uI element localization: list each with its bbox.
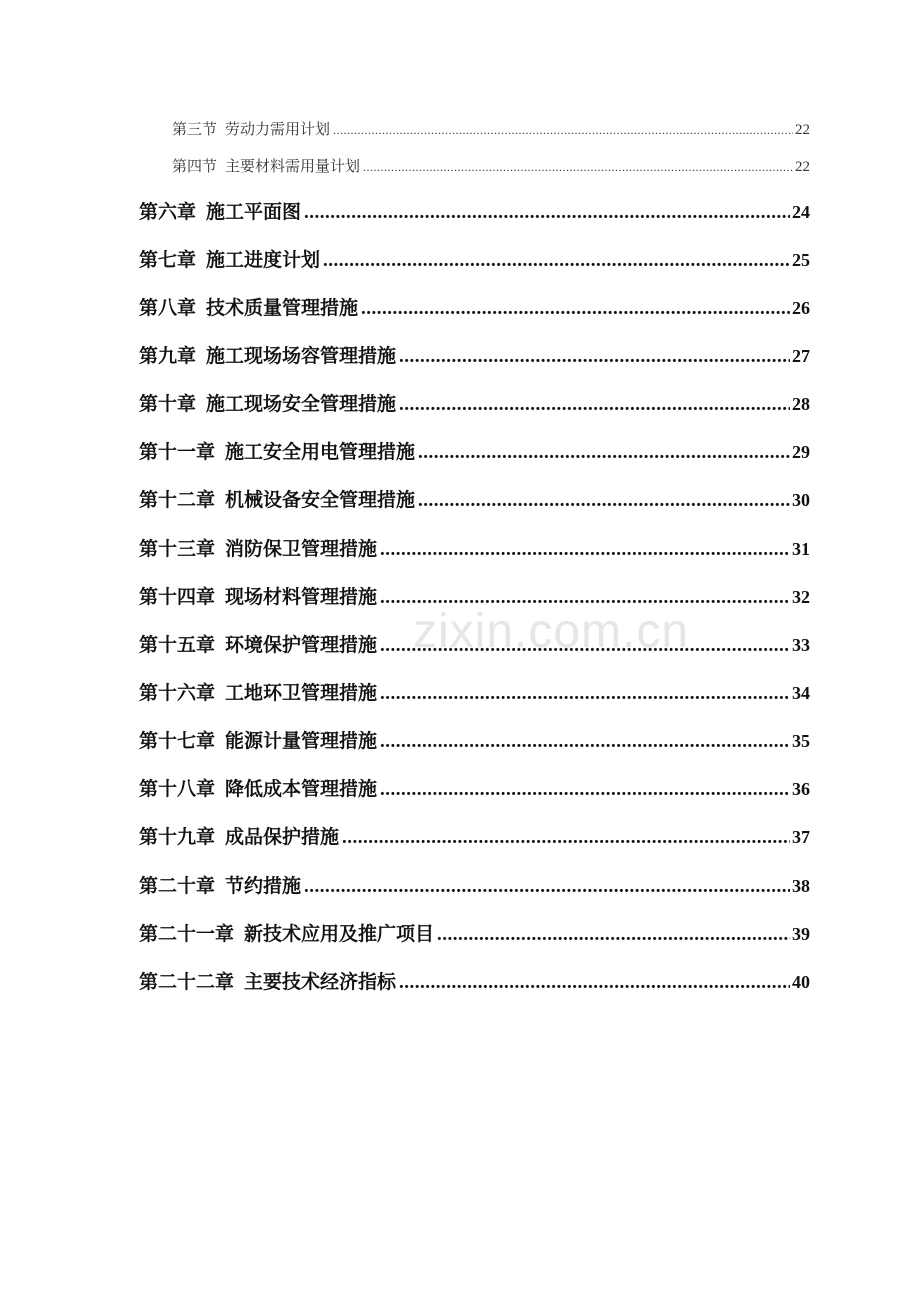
dot-leader bbox=[399, 346, 790, 368]
toc-entry-page: 29 bbox=[792, 442, 810, 462]
watermark: zixin.com.cn bbox=[413, 605, 690, 658]
toc-entry-page: 22 bbox=[795, 122, 810, 138]
dot-leader bbox=[380, 779, 790, 801]
toc-entry-title: 环境保护管理措施 bbox=[225, 634, 378, 656]
toc-entry-chapter-20[interactable] bbox=[139, 871, 810, 898]
toc-entry-number: 第十三章 bbox=[139, 538, 216, 560]
toc-entry-title: 工地环卫管理措施 bbox=[225, 682, 378, 704]
toc-entry-page: 28 bbox=[792, 394, 810, 414]
toc-entry-chapter-9[interactable] bbox=[139, 341, 810, 368]
toc-entry-page: 36 bbox=[792, 779, 810, 799]
dot-leader bbox=[361, 298, 790, 320]
toc-entry-title: 施工现场场容管理措施 bbox=[206, 345, 397, 367]
toc-entry-title: 技术质量管理措施 bbox=[206, 297, 359, 319]
toc-entry-number: 第二十一章 bbox=[139, 923, 235, 945]
toc-entry-number: 第十六章 bbox=[139, 682, 216, 704]
toc-entry-chapter-12[interactable] bbox=[139, 485, 810, 512]
toc-entry-chapter-11[interactable] bbox=[139, 437, 810, 464]
toc-entry-title: 能源计量管理措施 bbox=[225, 730, 378, 752]
dot-leader bbox=[380, 731, 790, 753]
toc-entry-number: 第十五章 bbox=[139, 634, 216, 656]
toc-entry-number: 第十四章 bbox=[139, 586, 216, 608]
dot-leader bbox=[323, 250, 790, 272]
toc-entry-chapter-18[interactable] bbox=[139, 774, 810, 801]
dot-leader bbox=[418, 490, 790, 512]
toc-entry-number: 第九章 bbox=[139, 345, 197, 367]
toc-entry-chapter-22[interactable] bbox=[139, 967, 810, 994]
toc-entry-title: 节约措施 bbox=[225, 875, 302, 897]
toc-entry-page: 40 bbox=[792, 972, 810, 992]
toc-entry-number: 第十八章 bbox=[139, 778, 216, 800]
toc-entry-title: 新技术应用及推广项目 bbox=[244, 923, 435, 945]
toc-entry-title: 主要技术经济指标 bbox=[244, 971, 397, 993]
toc-entry-page: 39 bbox=[792, 924, 810, 944]
toc-entry-number: 第十七章 bbox=[139, 730, 216, 752]
toc-entry-section-3[interactable] bbox=[172, 118, 810, 139]
toc-entry-title: 降低成本管理措施 bbox=[225, 778, 378, 800]
dot-leader bbox=[380, 683, 790, 705]
toc-entry-chapter-6[interactable] bbox=[139, 197, 810, 224]
toc-entry-page: 30 bbox=[792, 490, 810, 510]
toc-entry-chapter-16[interactable] bbox=[139, 678, 810, 705]
dot-leader bbox=[418, 442, 790, 464]
toc-entry-title: 消防保卫管理措施 bbox=[225, 538, 378, 560]
toc-entry-page: 31 bbox=[792, 539, 810, 559]
toc-entry-page: 24 bbox=[792, 202, 810, 222]
toc-entry-chapter-7[interactable] bbox=[139, 245, 810, 272]
toc-entry-chapter-21[interactable] bbox=[139, 919, 810, 946]
toc-entry-section-4[interactable] bbox=[172, 155, 810, 176]
toc-entry-page: 25 bbox=[792, 250, 810, 270]
toc-entry-page: 37 bbox=[792, 827, 810, 847]
toc-entry-page: 26 bbox=[792, 298, 810, 318]
toc-entry-chapter-8[interactable] bbox=[139, 293, 810, 320]
toc-entry-page: 22 bbox=[795, 159, 810, 175]
dot-leader bbox=[363, 160, 793, 175]
toc-entry-title: 成品保护措施 bbox=[225, 826, 340, 848]
toc-entry-page: 33 bbox=[792, 635, 810, 655]
toc-entry-title: 施工现场安全管理措施 bbox=[206, 393, 397, 415]
toc-entry-page: 32 bbox=[792, 587, 810, 607]
toc-entry-number: 第十二章 bbox=[139, 489, 216, 511]
dot-leader bbox=[342, 827, 790, 849]
toc-entry-page: 27 bbox=[792, 346, 810, 366]
toc-entry-page: 35 bbox=[792, 731, 810, 751]
toc-entry-chapter-10[interactable] bbox=[139, 389, 810, 416]
dot-leader bbox=[304, 202, 790, 224]
toc-entry-title: 主要材料需用量计划 bbox=[225, 157, 361, 175]
dot-leader bbox=[399, 394, 790, 416]
dot-leader bbox=[380, 539, 790, 561]
toc-entry-number: 第十一章 bbox=[139, 441, 216, 463]
toc-entry-title: 现场材料管理措施 bbox=[225, 586, 378, 608]
toc-entry-page: 38 bbox=[792, 876, 810, 896]
toc-entry-page: 34 bbox=[792, 683, 810, 703]
toc-entry-title: 劳动力需用计划 bbox=[225, 120, 331, 138]
toc-entry-chapter-17[interactable] bbox=[139, 726, 810, 753]
toc-entry-number: 第十章 bbox=[139, 393, 197, 415]
dot-leader bbox=[399, 972, 790, 994]
toc-entry-title: 施工安全用电管理措施 bbox=[225, 441, 416, 463]
toc-entry-number: 第六章 bbox=[139, 201, 197, 223]
toc-entry-chapter-13[interactable] bbox=[139, 534, 810, 561]
toc-entry-number: 第七章 bbox=[139, 249, 197, 271]
toc-entry-title: 施工进度计划 bbox=[206, 249, 321, 271]
dot-leader bbox=[333, 123, 793, 138]
toc-entry-chapter-19[interactable] bbox=[139, 822, 810, 849]
toc-entry-title: 施工平面图 bbox=[206, 201, 302, 223]
toc-entry-number: 第四节 bbox=[172, 157, 218, 175]
toc-entry-number: 第二十二章 bbox=[139, 971, 235, 993]
toc-entry-number: 第十九章 bbox=[139, 826, 216, 848]
toc-entry-number: 第八章 bbox=[139, 297, 197, 319]
toc-entry-title: 机械设备安全管理措施 bbox=[225, 489, 416, 511]
dot-leader bbox=[437, 924, 790, 946]
toc-entry-number: 第二十章 bbox=[139, 875, 216, 897]
toc-entry-number: 第三节 bbox=[172, 120, 218, 138]
dot-leader bbox=[304, 876, 790, 898]
